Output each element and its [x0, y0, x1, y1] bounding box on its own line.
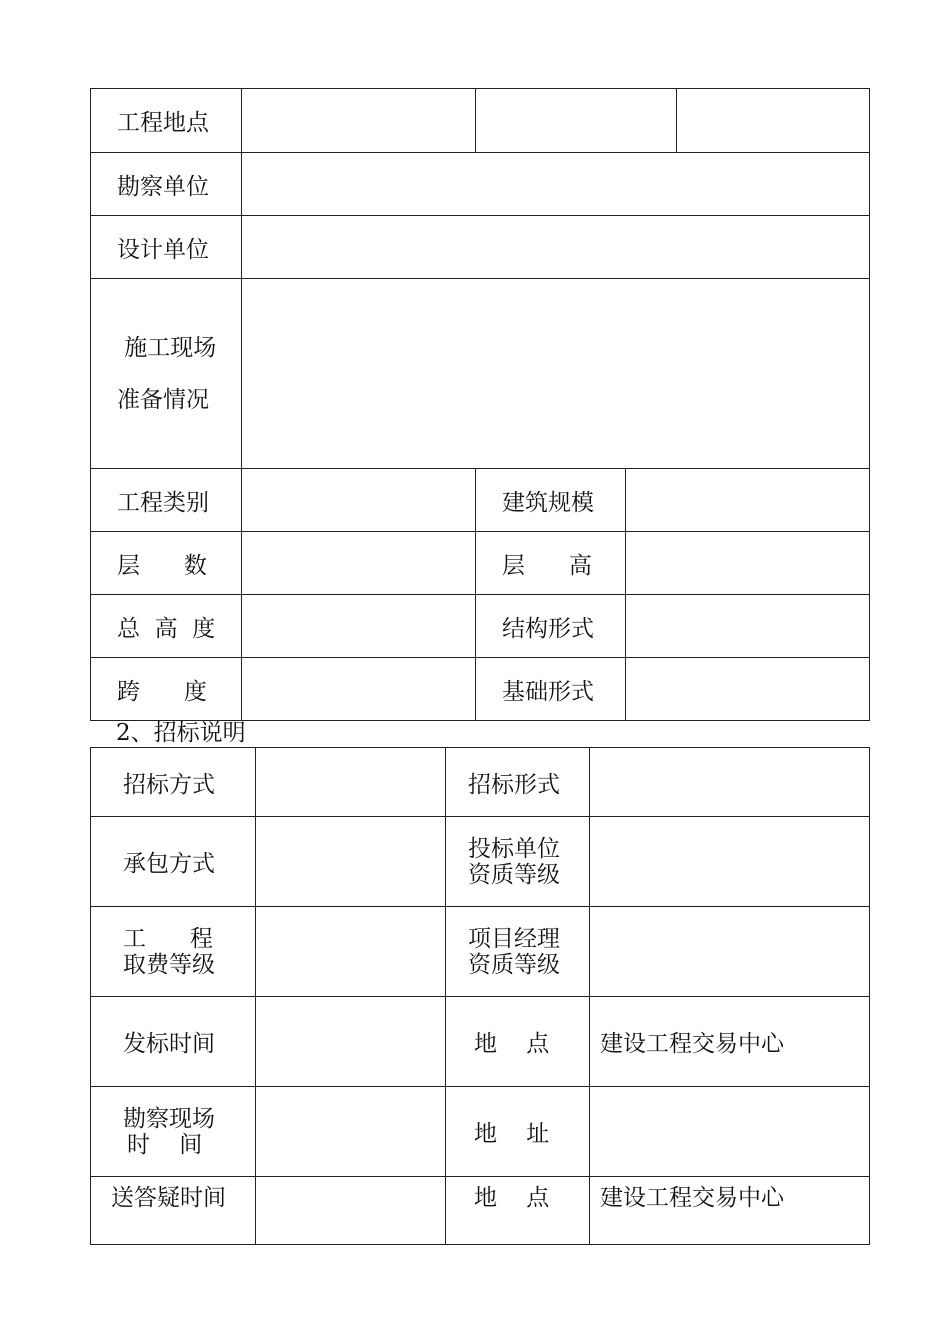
site-visit-time-label: [91, 1087, 256, 1177]
span-label: 跨 度: [91, 658, 242, 721]
tender-method-label: 招标方式: [91, 748, 256, 817]
pm-qual-label: [446, 907, 590, 997]
contract-method-label: 承包方式: [91, 817, 256, 907]
query-time-value[interactable]: [256, 1177, 446, 1245]
pm-qual-value[interactable]: [590, 907, 870, 997]
floors-value[interactable]: [242, 532, 476, 595]
design-unit-label: 设计单位: [91, 216, 242, 279]
site-prep-label-line2: 准备情况: [117, 386, 209, 413]
site-value-cell-3[interactable]: [677, 89, 870, 153]
issue-time-value[interactable]: [256, 997, 446, 1087]
bidder-qual-label-line2: 资质等级: [468, 861, 560, 888]
foundation-type-value[interactable]: [626, 658, 870, 721]
total-height-value[interactable]: [242, 595, 476, 658]
site-visit-time-label-line1: 勘察现场: [123, 1105, 215, 1132]
project-category-label: 工程类别: [91, 469, 242, 532]
floor-height-value[interactable]: [626, 532, 870, 595]
site-prep-label: [91, 279, 242, 469]
bidder-qual-label-line1: 投标单位: [468, 835, 560, 862]
tender-method-value[interactable]: [256, 748, 446, 817]
fee-grade-label-line1: 工 程: [123, 925, 213, 952]
bidder-qual-value[interactable]: [590, 817, 870, 907]
issue-time-label: 发标时间: [91, 997, 256, 1087]
fee-grade-value[interactable]: [256, 907, 446, 997]
building-scale-value[interactable]: [626, 469, 870, 532]
tender-form-label: 招标形式: [446, 748, 590, 817]
floor-height-label: 层 高: [476, 532, 626, 595]
project-category-value[interactable]: [242, 469, 476, 532]
site-visit-time-label-line2: 时 间: [127, 1131, 203, 1158]
site-visit-time-value[interactable]: [256, 1087, 446, 1177]
pm-qual-label-line2: 资质等级: [468, 951, 560, 978]
total-height-label: 总 高 度: [91, 595, 242, 658]
query-time-label: 送答疑时间: [91, 1177, 256, 1245]
site-prep-label-line1: 施工现场: [117, 334, 217, 361]
address-value[interactable]: [590, 1087, 870, 1177]
issue-location-value[interactable]: 建设工程交易中心: [590, 997, 870, 1087]
issue-location-label: 地 点: [446, 997, 590, 1087]
bidder-qual-label: [446, 817, 590, 907]
pm-qual-label-line1: 项目经理: [468, 925, 560, 952]
site-value-cell-1[interactable]: [242, 89, 476, 153]
structure-type-label: 结构形式: [476, 595, 626, 658]
site-label: 工程地点: [91, 89, 242, 153]
survey-unit-value[interactable]: [242, 153, 870, 216]
fee-grade-label: [91, 907, 256, 997]
address-label: 地 址: [446, 1087, 590, 1177]
fee-grade-label-line2: 取费等级: [123, 951, 215, 978]
building-scale-label: 建筑规模: [476, 469, 626, 532]
survey-unit-label: 勘察单位: [91, 153, 242, 216]
site-prep-value[interactable]: [242, 279, 870, 469]
structure-type-value[interactable]: [626, 595, 870, 658]
query-location-value[interactable]: 建设工程交易中心: [590, 1177, 870, 1245]
foundation-type-label: 基础形式: [476, 658, 626, 721]
query-location-label: 地 点: [446, 1177, 590, 1245]
contract-method-value[interactable]: [256, 817, 446, 907]
design-unit-value[interactable]: [242, 216, 870, 279]
span-value[interactable]: [242, 658, 476, 721]
floors-label: 层 数: [91, 532, 242, 595]
section-title: 2、招标说明: [116, 720, 246, 746]
tender-info-table: [90, 747, 870, 1245]
site-value-cell-2[interactable]: [476, 89, 677, 153]
project-info-table: [90, 88, 870, 721]
tender-form-value[interactable]: [590, 748, 870, 817]
